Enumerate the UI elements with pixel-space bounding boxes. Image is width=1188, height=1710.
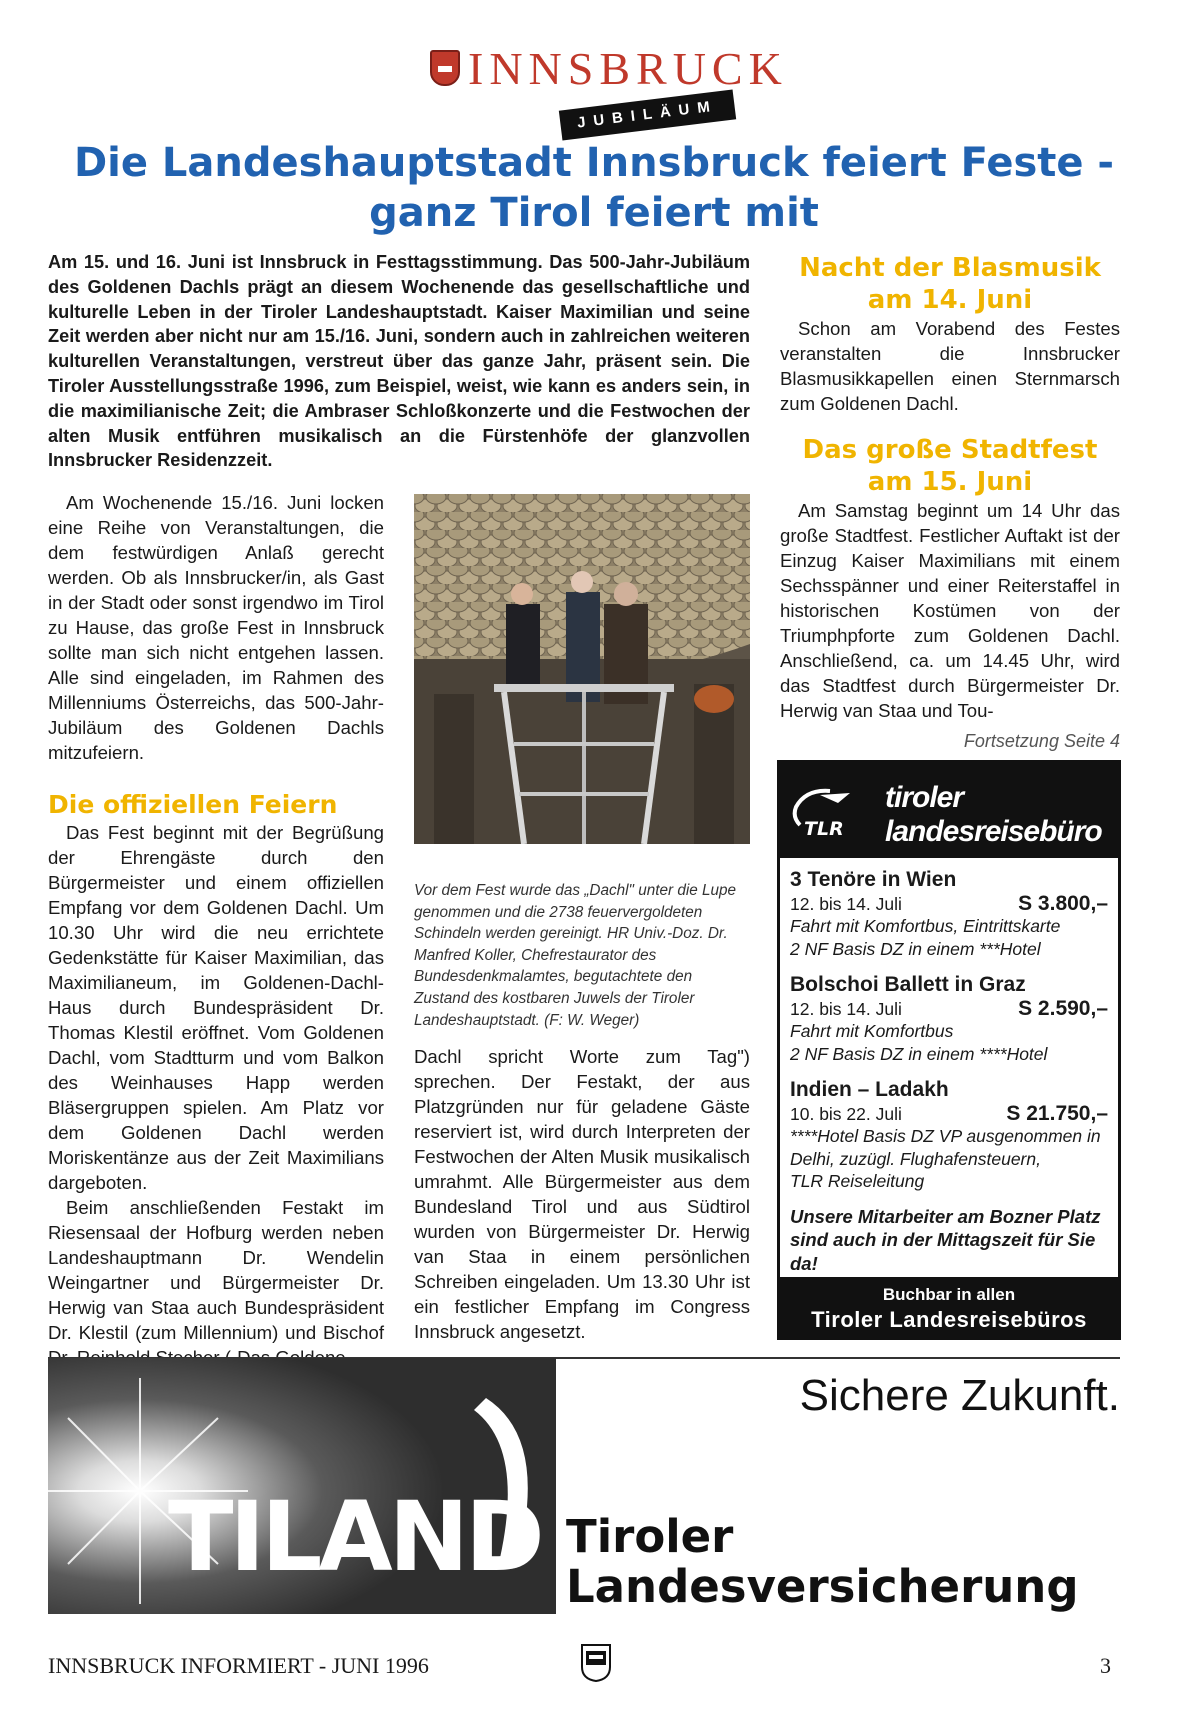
offer-title: 3 Tenöre in Wien xyxy=(790,868,957,891)
tlr-offer xyxy=(790,867,1108,960)
offer-price: S 3.800,– xyxy=(1018,892,1108,915)
tlr-travel-ad xyxy=(777,760,1121,1340)
offer-price: S 21.750,– xyxy=(1006,1102,1108,1125)
tlr-name-line-1: tiroler xyxy=(885,781,964,814)
masthead-title: INNSBRUCK xyxy=(468,43,788,94)
page-number: 3 xyxy=(1100,1653,1111,1678)
headline-line-1: Die Landeshauptstadt Innsbruck feiert Feste - xyxy=(73,140,1115,186)
offer-title: Bolschoi Ballett in Graz xyxy=(790,973,1026,996)
golden-roof-photo-illustration xyxy=(414,494,750,844)
col3-paragraph-2: Am Samstag beginnt um 14 Uhr das große Stadtfest. Festlicher Auftakt ist der Einzug Kaiser Maximilians mit einem Sechsspänner und einer Reiterstaffel in historischen Kostümen von der Triumphpforte zum Goldenen Dachl. Anschließend, ca. um 14.45 Uhr, wird das Stadtfest durch Bürgermeister Dr. Herwig van Staa und Tou- xyxy=(780,500,1120,721)
col1-paragraph-1: Am Wochenende 15./16. Juni locken eine Reihe von Veranstaltungen, die dem festwürdigen Anlaß gerecht werden. Ob als Innsbrucker/in, als Gast in der Stadt oder sonst irgendwo im Tirol zu Hause, das große Fest in Innsbruck sollte man sich nicht entgehen lassen. Alle sind eingeladen, im Rahmen des Millenniums Österreichs, das 500-Jahr-Jubiläum des Goldenen Dachls mitzufeiern. xyxy=(48,492,384,763)
masthead-banner: JUBILÄUM xyxy=(559,89,736,140)
offer-description: 2 NF Basis DZ in einem ***Hotel xyxy=(790,938,1041,959)
col3-heading-1-line-1: Nacht der Blasmusik xyxy=(799,253,1101,283)
insurance-company-name xyxy=(566,1512,1079,1612)
publication-footer: INNSBRUCK INFORMIERT - JUNI 1996 xyxy=(48,1653,429,1678)
tlr-offer xyxy=(790,1077,1108,1193)
col1-subheading: Die offiziellen Feiern xyxy=(48,790,338,819)
tiland-ad-illustration xyxy=(48,1358,556,1614)
tlr-offers xyxy=(790,867,1108,1275)
article-column-2 xyxy=(414,1044,750,1344)
company-line-2: Landesversicherung xyxy=(566,1560,1079,1613)
tlr-footer-line-2: Tiroler Landesreisebüros xyxy=(811,1307,1087,1332)
offer-title: Indien – Ladakh xyxy=(790,1078,949,1101)
tlr-ad-footer xyxy=(780,1277,1118,1337)
col3-heading-1-line-2: am 14. Juni xyxy=(867,285,1033,315)
col1-paragraph-2: Das Fest beginnt mit der Begrüßung der Ehrengäste durch den Bürgermeister und einem offiziellen Empfang vor dem Goldenen Dachl. Um 10.30 Uhr wird die neu errichtete Gedenkstätte für Kaiser Maximilian, das Maximilianeum, im Goldenen-Dachl-Haus durch Bundespräsident Dr. Thomas Klestil eröffnet. Vom Goldenen Dachl, vom Stadtturm und vom Balkon des Weinhauses Happ werden Bläsergruppen spielen. Am Platz vor dem Goldenen Dachl werden Moriskentänze aus der Zeit Maximilians dargeboten. xyxy=(48,822,384,1193)
lead-paragraph: Am 15. und 16. Juni ist Innsbruck in Festtagsstimmung. Das 500-Jahr-Jubiläum des Goldenen Dachls prägt an diesem Wochenende das gesellschaftliche und kulturelle Leben in der Tiroler Landeshauptstadt. Kaiser Maximilian und seine Zeit werden aber nicht nur am 15./16. Juni, sondern auch in zahlreichen weiteren kulturellen Veranstaltungen, verstreut über das ganze Jahr, präsent sein. Die Tiroler Ausstellungsstraße 1996, zum Beispiel, weist, wie kann es anders sein, in die maximilianische Zeit; die Ambraser Schloßkonzerte und die Festwochen der alten Musik entführen musikalisch an die Fürstenhöfe der glanzvollen Innsbrucker Residenzzeit. xyxy=(48,252,750,471)
article-column-3 xyxy=(780,252,1120,753)
offer-description: 2 NF Basis DZ in einem ****Hotel xyxy=(790,1043,1048,1064)
col1-paragraph-3: Beim anschließenden Festakt im Riesensaal der Hofburg werden neben Landeshauptmann Dr. Wendelin Weingartner und Bürgermeister Dr. Herwig van Staa auch Bundespräsident Dr. Klestil (zum Millennium) und Bischof xyxy=(48,1197,384,1343)
offer-dates: 12. bis 14. Juli xyxy=(790,894,902,914)
tlr-ad-header xyxy=(780,763,1118,858)
city-crest-icon xyxy=(430,50,460,86)
offer-dates: 12. bis 14. Juli xyxy=(790,999,902,1019)
masthead xyxy=(430,40,788,132)
photo-caption: Vor dem Fest wurde das „Dachl" unter die Lupe genommen und die 2738 feuervergoldeten Schindeln werden gereinigt. HR Univ.-Doz. Dr. Manfred Koller, Chefrestaurator des Bundesdenkmalamtes, begutachtete den Zustand des kostbaren Juwels der Tiroler Landeshauptstadt. (F: W. Weger) xyxy=(414,882,737,1029)
headline-line-2: ganz Tirol feiert mit xyxy=(369,190,819,236)
offer-description: Fahrt mit Komfortbus, Eintrittskarte xyxy=(790,916,1061,936)
tlr-name-line-2: landesreisebüro xyxy=(885,815,1102,848)
offer-price: S 2.590,– xyxy=(1018,997,1108,1020)
offer-description: ****Hotel Basis DZ VP ausgenommen in Delhi, zuzügl. Flughafensteuern, xyxy=(790,1126,1101,1169)
tiland-logo-text: TILAND xyxy=(168,1481,541,1593)
city-crest-icon xyxy=(580,1643,612,1683)
article-column-1 xyxy=(48,490,384,1370)
col3-heading-2-line-1: Das große Stadtfest xyxy=(802,435,1098,465)
company-line-1: Tiroler xyxy=(566,1510,734,1563)
page-headline xyxy=(40,138,1148,238)
col3-heading-2 xyxy=(780,434,1120,498)
tlr-logo-text: TLR xyxy=(804,818,844,840)
tlr-footer-line-1: Buchbar in allen xyxy=(882,1285,1016,1304)
insurance-slogan: Sichere Zukunft. xyxy=(799,1371,1120,1420)
tiland-ad-image xyxy=(48,1358,556,1614)
offer-dates: 10. bis 22. Juli xyxy=(790,1104,902,1124)
tlr-logo-icon xyxy=(790,785,872,840)
offer-description: TLR Reiseleitung xyxy=(790,1171,925,1191)
tlr-offer xyxy=(790,972,1108,1065)
col3-heading-1 xyxy=(780,252,1120,316)
continued-on-page-4: Fortsetzung Seite 4 xyxy=(963,731,1120,751)
col3-paragraph-1: Schon am Vorabend des Festes veranstalten die Innsbrucker Blasmusikkapellen einen Sternmarsch zum Goldenen Dachl. xyxy=(780,318,1120,414)
tlr-opening-note: Unsere Mitarbeiter am Bozner Platz sind auch in der Mittagszeit für Sie da! xyxy=(790,1205,1101,1274)
col2-paragraph-1: Dachl spricht Worte zum Tag") sprechen. Der Festakt, der aus Platzgründen nur für geladene Gäste reserviert ist, wird durch Interpreten der Festwochen der Alten Musik musikalisch umrahmt. Alle Bürgermeister aus dem Bundesland Tirol und aus Südtirol wurden von Bürgermeister Dr. Herwig van Staa in einem persönlichen Schreiben eingeladen. Um 13.30 Uhr ist ein festlicher Empfang im Congress Innsbruck angesetzt. xyxy=(414,1046,750,1342)
offer-description: Fahrt mit Komfortbus xyxy=(790,1021,954,1041)
golden-roof-photo xyxy=(414,494,750,844)
col3-heading-2-line-2: am 15. Juni xyxy=(867,467,1033,497)
